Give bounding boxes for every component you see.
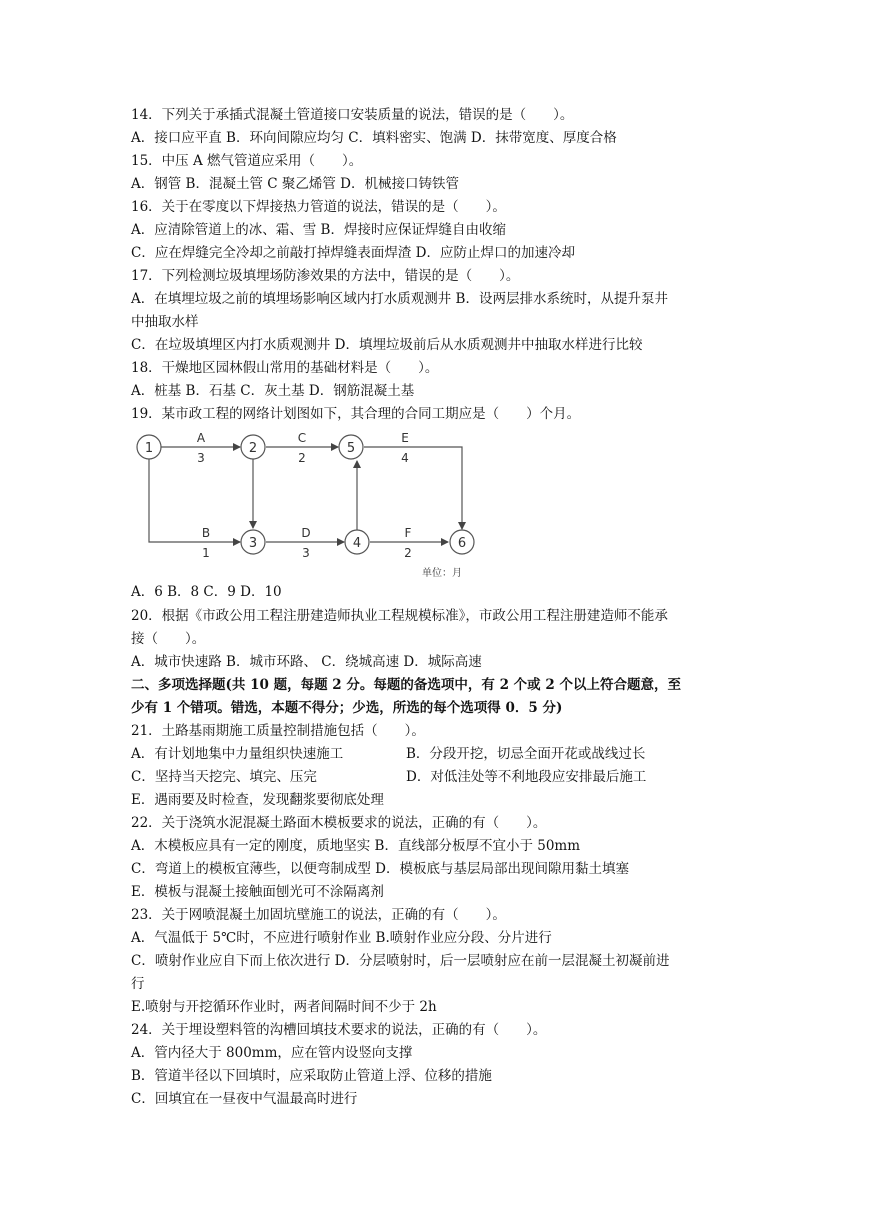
question-21-option-e: E．遇雨要及时检查，发现翻浆要彻底处理 (131, 792, 384, 808)
node-2-label: 2 (248, 441, 258, 456)
question-20-options: A．城市快速路 B．城市环路、 C．绕城高速 D．城际高速 (131, 654, 482, 670)
question-16-stem: 16．关于在零度以下焊接热力管道的说法，错误的是（ ）。 (131, 199, 506, 215)
question-17-options-ab-cont: 中抽取水样 (131, 314, 199, 330)
activity-c-duration: 2 (298, 451, 306, 465)
question-21-option-b: B．分段开挖，切忌全面开花或战线过长 (406, 746, 646, 762)
question-19-options: A．6 B．8 C．9 D．10 (131, 584, 282, 600)
activity-d-duration: 3 (302, 546, 310, 560)
activity-f-name: F (404, 526, 412, 540)
question-17-options-cd: C．在垃圾填埋区内打水质观测井 D．填埋垃圾前后从水质观测井中抽取水样进行比较 (131, 337, 643, 353)
question-20-stem-cont: 接（ ）。 (131, 631, 206, 647)
activity-e-duration: 4 (401, 451, 409, 465)
question-15-options: A．钢管 B．混凝土管 C 聚乙烯管 D．机械接口铸铁管 (131, 176, 459, 192)
question-24-option-a: A．管内径大于 800mm，应在管内设竖向支撑 (131, 1045, 413, 1061)
activity-d-name: D (301, 526, 311, 540)
question-22-options-cd: C．弯道上的模板宜薄些，以便弯制成型 D．模板底与基层局部出现间隙用黏土填塞 (131, 861, 629, 877)
activity-e-arrow (364, 447, 462, 529)
question-22-options-ab: A．木模板应具有一定的刚度，质地坚实 B．直线部分板厚不宜小于 50mm (131, 838, 581, 854)
node-1-label: 1 (144, 441, 154, 456)
question-21-row-cd (131, 767, 317, 787)
activity-a-name: A (196, 431, 206, 445)
node-6-label: 6 (457, 536, 467, 551)
question-24-stem: 24．关于埋设塑料管的沟槽回填技术要求的说法，正确的有（ ）。 (131, 1022, 547, 1038)
question-23-options-ab: A．气温低于 5℃时，不应进行喷射作业 B.喷射作业应分段、分片进行 (131, 930, 552, 946)
unit-label: 单位：月 (422, 568, 462, 579)
question-23-stem: 23．关于网喷混凝土加固坑壁施工的说法，正确的有（ ）。 (131, 907, 506, 923)
question-16-options-ab: A．应清除管道上的冰、霜、雪 B．焊接时应保证焊缝自由收缩 (131, 222, 506, 238)
question-15-stem: 15．中压 A 燃气管道应采用（ ）。 (131, 153, 363, 169)
question-21-option-c: C．坚持当天挖完、填完、压完 (131, 769, 317, 785)
node-5-label: 5 (346, 441, 356, 456)
question-22-stem: 22．关于浇筑水泥混凝土路面木模板要求的说法，正确的有（ ）。 (131, 815, 547, 831)
question-17-stem: 17．下列检测垃圾填埋场防渗效果的方法中，错误的是（ ）。 (131, 268, 520, 284)
question-17-options-ab: A．在填埋垃圾之前的填埋场影响区域内打水质观测井 B．设两层排水系统时，从提升泵井 (131, 291, 668, 307)
question-14-options: A．接口应平直 B．环向间隙应均匀 C．填料密实、饱满 D．抹带宽度、厚度合格 (131, 130, 617, 146)
section-heading-cont: 少有 1 个错项。错选，本题不得分；少选，所选的每个选项得 0．5 分) (131, 700, 563, 716)
section-heading: 二、多项选择题(共 10 题，每题 2 分。每题的备选项中，有 2 个或 2 个以上符合题意，至 (131, 677, 681, 693)
activity-b-arrow (149, 459, 240, 542)
question-23-option-e: E.喷射与开挖循环作业时，两者间隔时间不少于 2h (131, 999, 437, 1015)
question-19-stem: 19．某市政工程的网络计划图如下，其合理的合同工期应是（ ）个月。 (131, 406, 581, 422)
question-23-options-cd-cont: 行 (131, 976, 145, 992)
question-21-stem: 21．土路基雨期施工质量控制措施包括（ ）。 (131, 723, 425, 739)
question-24-option-b: B．管道半径以下回填时，应采取防止管道上浮、位移的措施 (131, 1068, 492, 1084)
question-18-stem: 18．干燥地区园林假山常用的基础材料是（ ）。 (131, 360, 439, 376)
node-3-label: 3 (248, 536, 258, 551)
question-20-stem: 20．根据《市政公用工程注册建造师执业工程规模标准》，市政公用工程注册建造师不能承 (131, 608, 668, 624)
question-21-row-ab (131, 744, 343, 764)
question-23-options-cd: C．喷射作业应自下而上依次进行 D．分层喷射时，后一层喷射应在前一层混凝土初凝前进 (131, 953, 670, 969)
activity-c-name: C (297, 431, 307, 445)
activity-a-duration: 3 (197, 451, 205, 465)
question-21-option-d: D．对低洼处等不利地段应安排最后施工 (406, 769, 647, 785)
activity-f-duration: 2 (404, 546, 412, 560)
node-4-label: 4 (352, 536, 362, 551)
question-22-option-e: E．模板与混凝土接触面刨光可不涂隔离剂 (131, 884, 384, 900)
question-21-option-a: A．有计划地集中力量组织快速施工 (131, 746, 344, 762)
activity-e-name: E (401, 431, 409, 445)
question-24-option-c: C．回填宜在一昼夜中气温最高时进行 (131, 1091, 358, 1107)
activity-b-duration: 1 (202, 546, 210, 560)
question-14-stem: 14．下列关于承插式混凝土管道接口安装质量的说法，错误的是（ ）。 (131, 107, 574, 123)
network-plan-diagram (126, 428, 486, 588)
activity-b-name: B (201, 526, 211, 540)
question-18-options: A．桩基 B．石基 C．灰土基 D．钢筋混凝土基 (131, 383, 415, 399)
question-16-options-cd: C．应在焊缝完全冷却之前敲打掉焊缝表面焊渣 D．应防止焊口的加速冷却 (131, 245, 575, 261)
